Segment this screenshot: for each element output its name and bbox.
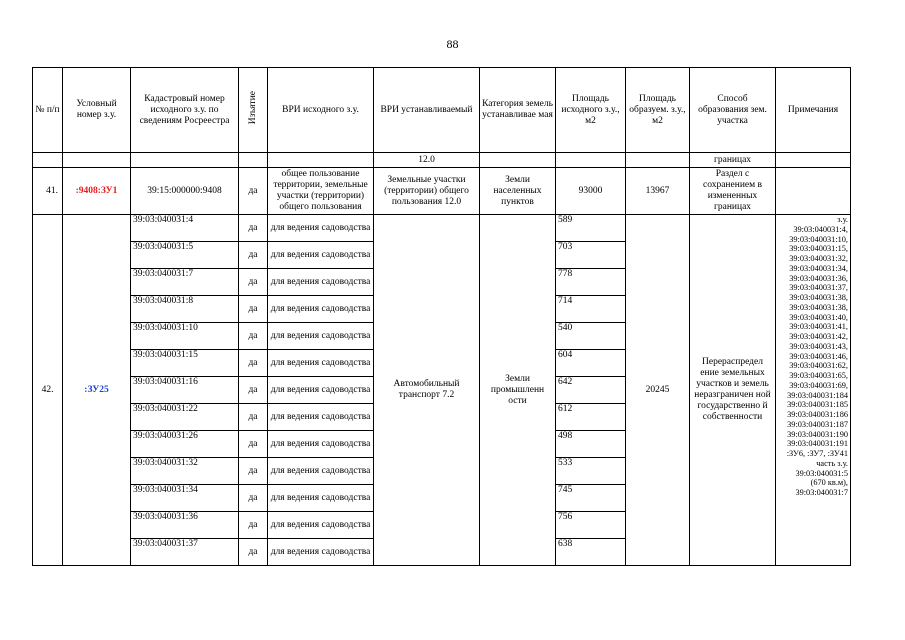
- cell-seizure: да: [239, 377, 268, 404]
- cell-cadastral: 39:15:000000:9408: [131, 168, 239, 215]
- notes-line: 39:03:040031:187: [787, 419, 848, 429]
- cell-seizure: да: [239, 431, 268, 458]
- notes-line: 39:03:040031:34,: [789, 263, 848, 273]
- cell-seizure: да: [239, 242, 268, 269]
- cell-vri-set: 12.0: [374, 153, 480, 168]
- notes-line: 39:03:040031:40,: [789, 312, 848, 322]
- cell-cadastral: 39:03:040031:37: [131, 539, 239, 566]
- cell-seizure: да: [239, 350, 268, 377]
- cell-vri-source: для ведения садоводства: [268, 350, 374, 377]
- cell-vri-source: общее пользование территории, земельные участки (территории) общего пользования: [268, 168, 374, 215]
- cell-category: Земли населенных пунктов: [480, 168, 556, 215]
- cell-area-new: 13967: [626, 168, 690, 215]
- cell-method: Раздел с сохранением в измененных границах: [690, 168, 776, 215]
- cell-area-new: 20245: [626, 215, 690, 566]
- cell-area-source: 612: [556, 404, 626, 431]
- cell-num: 41.: [33, 168, 63, 215]
- notes-line: 39:03:040031:10,: [789, 234, 848, 244]
- cell-vri-source: для ведения садоводства: [268, 377, 374, 404]
- cell-area-source: 604: [556, 350, 626, 377]
- cell-num: 42.: [33, 215, 63, 566]
- notes-line: 39:03:040031:37,: [789, 283, 848, 293]
- header-category: Категория земель устанавливае мая: [480, 68, 556, 153]
- cell-cadastral: 39:03:040031:4: [131, 215, 239, 242]
- cell-area-source: 778: [556, 269, 626, 296]
- notes-line: 39:03:040031:42,: [789, 332, 848, 341]
- cell-cadastral: 39:03:040031:32: [131, 458, 239, 485]
- cell-area-source: 93000: [556, 168, 626, 215]
- cell-cadastral: 39:03:040031:16: [131, 377, 239, 404]
- cell-code: :ЗУ25: [63, 215, 131, 566]
- notes-line: 39:03:040031:46,: [789, 351, 848, 361]
- notes-line: (670 кв.м),: [810, 478, 848, 488]
- land-plots-table: [32, 67, 851, 566]
- cell-cadastral: 39:03:040031:5: [131, 242, 239, 269]
- cell-vri-source: для ведения садоводства: [268, 458, 374, 485]
- cell-vri-source: для ведения садоводства: [268, 485, 374, 512]
- cell-cadastral: 39:03:040031:7: [131, 269, 239, 296]
- notes-line: 39:03:040031:191: [787, 439, 848, 449]
- header-method: Способ образования зем. участка: [690, 68, 776, 153]
- header-area-new: Площадь образуем. з.у., м2: [626, 68, 690, 153]
- cell-cadastral: 39:03:040031:10: [131, 323, 239, 350]
- notes-line: часть з.у.: [816, 458, 848, 468]
- table-row-continuation: [33, 153, 851, 168]
- cell-cadastral: 39:03:040031:8: [131, 296, 239, 323]
- cell-cadastral: 39:03:040031:34: [131, 485, 239, 512]
- notes-line: з.у.: [837, 215, 848, 224]
- notes-line: 39:03:040031:38,: [789, 302, 848, 312]
- cell-seizure: да: [239, 404, 268, 431]
- notes-line: 39:03:040031:7: [795, 488, 848, 497]
- notes-line: 39:03:040031:69,: [789, 380, 848, 390]
- header-seizure-label: Изъятие: [247, 91, 258, 125]
- cell-vri-source: для ведения садоводства: [268, 404, 374, 431]
- cell-vri-source: для ведения садоводства: [268, 296, 374, 323]
- cell-method: Перераспредел ение земельных участков и земель неразграничен ной государственно й собственности: [690, 215, 776, 566]
- cell-seizure: да: [239, 269, 268, 296]
- notes-line: 39:03:040031:62,: [789, 361, 848, 371]
- notes-line: 39:03:040031:5: [795, 468, 848, 478]
- cell-cadastral: 39:03:040031:26: [131, 431, 239, 458]
- notes-line: 39:03:040031:65,: [789, 371, 848, 380]
- notes-line: 39:03:040031:32,: [789, 254, 848, 263]
- cell-cadastral: 39:03:040031:22: [131, 404, 239, 431]
- cell-area-source: 533: [556, 458, 626, 485]
- header-code: Условный номер з.у.: [63, 68, 131, 153]
- notes-line: 39:03:040031:190: [787, 429, 848, 439]
- cell-area-source: 756: [556, 512, 626, 539]
- cell-vri-source: для ведения садоводства: [268, 323, 374, 350]
- table-row-42-sub: [33, 215, 851, 242]
- cell-vri-set: Земельные участки (территории) общего пользования 12.0: [374, 168, 480, 215]
- cell-area-source: 714: [556, 296, 626, 323]
- header-num: № п/п: [33, 68, 63, 153]
- cell-seizure: да: [239, 168, 268, 215]
- notes-line: 39:03:040031:43,: [789, 341, 848, 351]
- cell-area-source: 589: [556, 215, 626, 242]
- notes-line: 39:03:040031:4,: [793, 224, 848, 234]
- cell-seizure: да: [239, 296, 268, 323]
- cell-area-source: 703: [556, 242, 626, 269]
- header-seizure: [239, 68, 268, 153]
- cell-code: :9408:ЗУ1: [63, 168, 131, 215]
- cell-vri-source: для ведения садоводства: [268, 215, 374, 242]
- notes-line: 39:03:040031:15,: [789, 244, 848, 254]
- cell-cadastral: 39:03:040031:36: [131, 512, 239, 539]
- cell-seizure: да: [239, 485, 268, 512]
- notes-line: 39:03:040031:186: [787, 410, 848, 419]
- cell-vri-source: для ведения садоводства: [268, 431, 374, 458]
- header-vri-set: ВРИ устанавливаемый: [374, 68, 480, 153]
- cell-seizure: да: [239, 539, 268, 566]
- header-row: [33, 68, 851, 153]
- cell-seizure: да: [239, 512, 268, 539]
- header-notes: Примечания: [776, 68, 851, 153]
- cell-category: Земли промышленн ости: [480, 215, 556, 566]
- cell-notes: [776, 215, 851, 566]
- cell-cadastral: 39:03:040031:15: [131, 350, 239, 377]
- notes-line: 39:03:040031:36,: [789, 273, 848, 283]
- cell-vri-set: Автомобильный транспорт 7.2: [374, 215, 480, 566]
- table-row-41: [33, 168, 851, 215]
- cell-method: границах: [690, 153, 776, 168]
- page-number: 88: [446, 37, 459, 51]
- cell-vri-source: для ведения садоводства: [268, 269, 374, 296]
- notes-line: :ЗУ6, :ЗУ7, :ЗУ41: [786, 449, 848, 458]
- cell-seizure: да: [239, 215, 268, 242]
- header-cadastral: Кадастровый номер исходного з.у. по сведениям Росреестра: [131, 68, 239, 153]
- header-area-source: Площадь исходного з.у., м2: [556, 68, 626, 153]
- notes-line: 39:03:040031:184: [787, 390, 848, 400]
- notes-line: 39:03:040031:41,: [789, 322, 848, 332]
- notes-line: 39:03:040031:185: [787, 400, 848, 410]
- cell-vri-source: для ведения садоводства: [268, 539, 374, 566]
- cell-area-source: 540: [556, 323, 626, 350]
- cell-vri-source: для ведения садоводства: [268, 242, 374, 269]
- header-vri-source: ВРИ исходного з.у.: [268, 68, 374, 153]
- cell-seizure: да: [239, 323, 268, 350]
- cell-vri-source: для ведения садоводства: [268, 512, 374, 539]
- cell-area-source: 745: [556, 485, 626, 512]
- notes-line: 39:03:040031:38,: [789, 293, 848, 302]
- cell-area-source: 638: [556, 539, 626, 566]
- cell-seizure: да: [239, 458, 268, 485]
- cell-area-source: 642: [556, 377, 626, 404]
- cell-area-source: 498: [556, 431, 626, 458]
